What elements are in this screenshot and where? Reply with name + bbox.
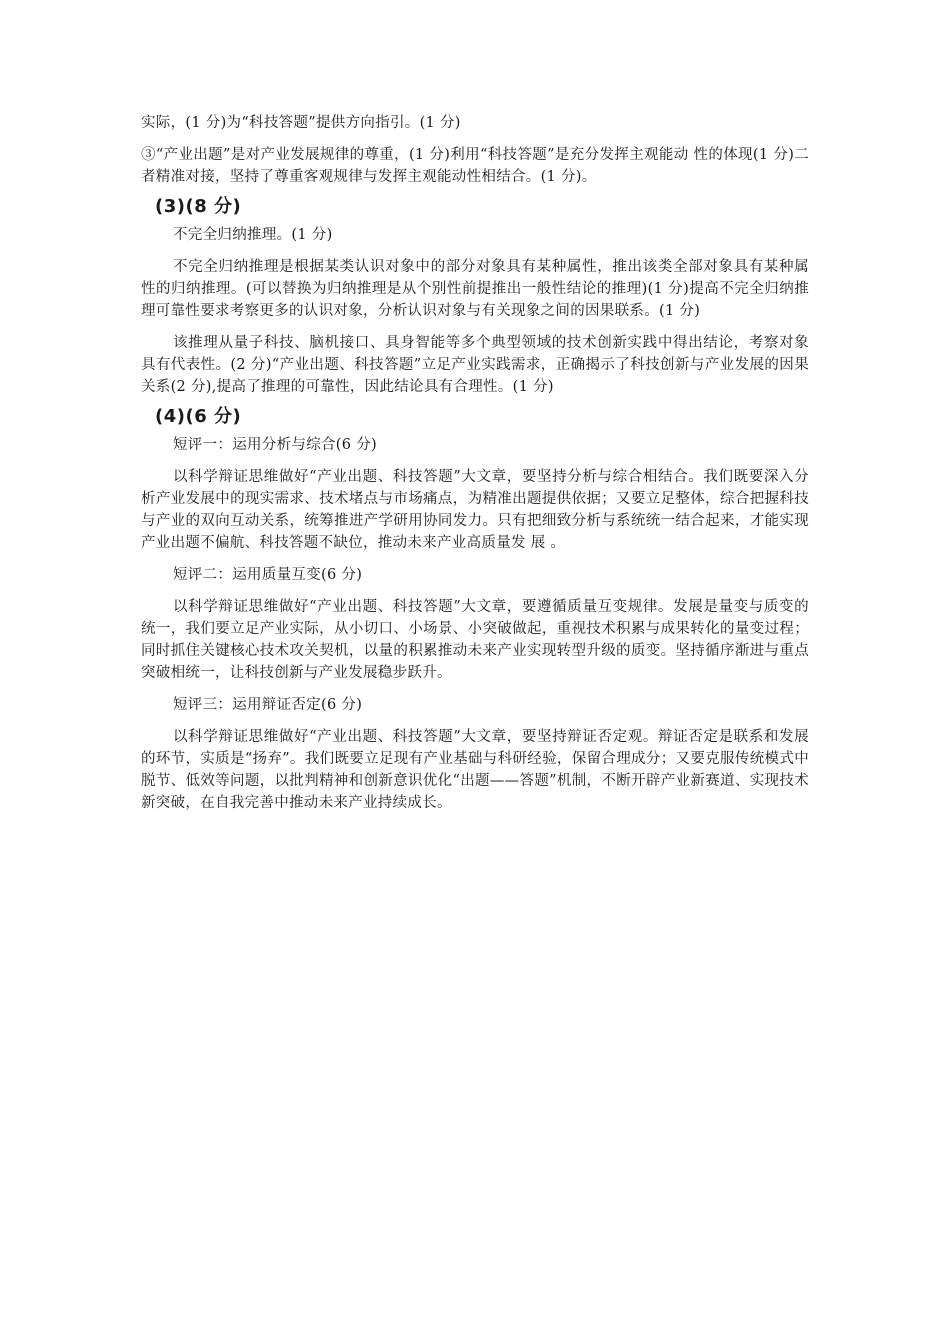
review-2-body: 以科学辩证思维做好“产业出题、科技答题”大文章，要遵循质量互变规律。发展是量变与质变的统一，我们要立足产业实际，从小切口、小场景、小突破做起，重视技术积累与成果转化的量变过程；同时抓住关键核心技术攻关契机，以量的积累推动未来产业实现转型升级的质变。坚持循序渐进与重点突破相统一，让科技创新与产业发展稳步跃升。 [141, 599, 809, 681]
review-3-body: 以科学辩证思维做好“产业出题、科技答题”大文章，要坚持辩证否定观。辩证否定是联系和发展的环节，实质是“扬弃”。我们既要立足现有产业基础与科研经验，保留合理成分；又要克服传统模式中脱节、低效等问题，以批判精神和创新意识优化“出题——答题”机制，不断开辟产业新赛道、实现技术新突破，在自我完善中推动未来产业持续成长。 [141, 729, 809, 811]
review-1-title: 短评一：运用分析与综合(6 分) [173, 437, 377, 453]
paragraph-answer-type: 不完全归纳推理。(1 分) [173, 227, 333, 243]
review-2-title: 短评二：运用质量互变(6 分) [173, 567, 363, 583]
paragraph-continuation: 实际，(1 分)为“科技答题”提供方向指引。(1 分) [141, 115, 461, 131]
review-3-title: 短评三：运用辩证否定(6 分) [173, 697, 363, 713]
paragraph-analysis: 该推理从量子科技、脑机接口、具身智能等多个典型领域的技术创新实践中得出结论，考察对象具有代表性。(2 分)“产业出题、科技答题”立足产业实践需求，正确揭示了科技创新与产业发展的因果关系(2 分),提高了推理的可靠性，因此结论具有合理性。(1 分) [141, 335, 809, 395]
paragraph-point-3: ③“产业出题”是对产业发展规律的尊重，(1 分)利用“科技答题”是充分发挥主观能动 性的体现(1 分)二者精准对接，坚持了尊重客观规律与发挥主观能动性相结合。(1 分)。 [141, 147, 809, 185]
document-page [141, 112, 809, 814]
review-1-body: 以科学辩证思维做好“产业出题、科技答题”大文章，要坚持分析与综合相结合。我们既要深入分析产业发展中的现实需求、技术堵点与市场痛点，为精准出题提供依据；又要立足整体，综合把握科技与产业的双向互动关系，统筹推进产学研用协同发力。只有把细致分析与系统统一结合起来，才能实现产业出题不偏航、科技答题不缺位，推动未来产业高质量发 展 。 [141, 469, 809, 551]
section-heading-4: (4)(6 分) [155, 406, 242, 427]
section-heading-3: (3)(8 分) [155, 196, 242, 217]
paragraph-definition: 不完全归纳推理是根据某类认识对象中的部分对象具有某种属性，推出该类全部对象具有某种属性的归纳推理。(可以替换为归纳推理是从个别性前提推出一般性结论的推理)(1 分)提高不完全归纳推理可靠性要求考察更多的认识对象，分析认识对象与有关现象之间的因果联系。(1 分) [141, 259, 809, 319]
